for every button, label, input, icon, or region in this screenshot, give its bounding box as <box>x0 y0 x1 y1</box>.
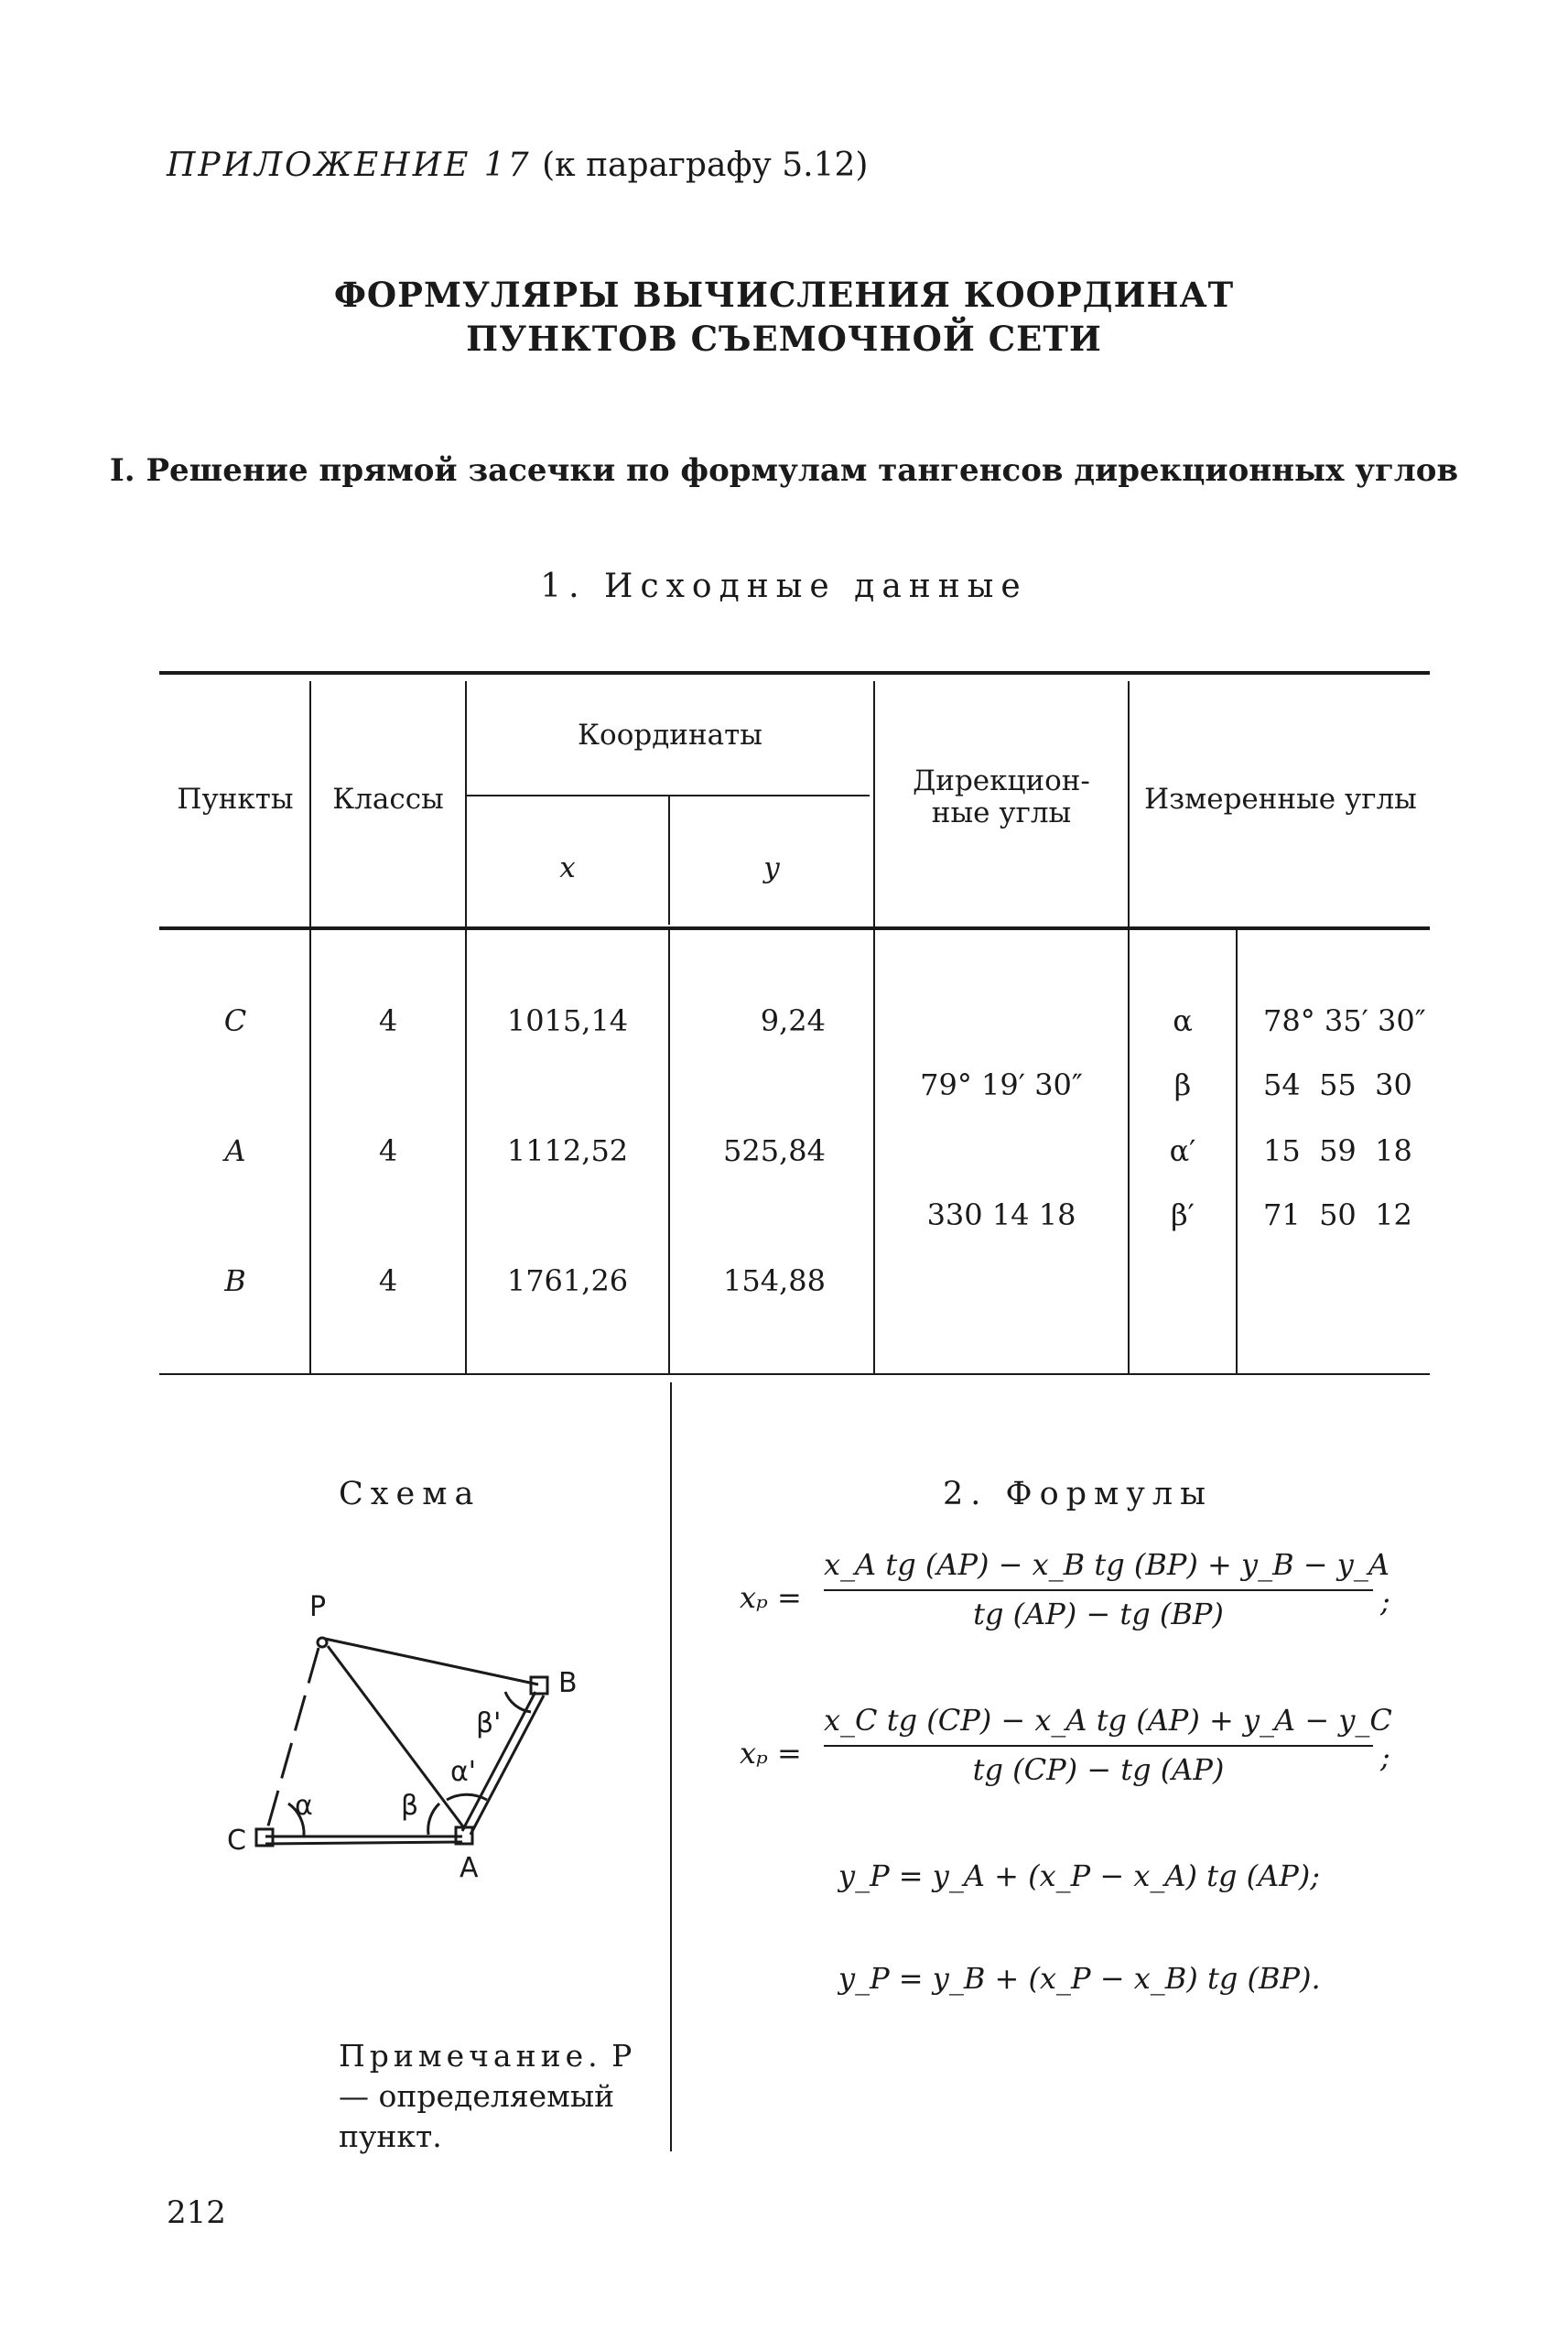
row-y: 525,84 <box>723 1133 826 1168</box>
scheme-title: Схема <box>339 1476 481 1512</box>
line-pa <box>328 1646 465 1829</box>
formula-4: y_P = y_B + (x_P − x_B) tg (BP). <box>838 1961 1321 1996</box>
label-c: C <box>227 1825 246 1857</box>
label-p: P <box>309 1591 327 1623</box>
formula-end: ; <box>1380 1584 1390 1619</box>
survey-scheme-diagram <box>220 1575 604 1904</box>
formulas-title: 2. Формулы <box>943 1476 1213 1512</box>
note-label: Примечание. <box>339 2038 602 2074</box>
row-class: 4 <box>378 1263 398 1298</box>
col-divider <box>1236 930 1238 1373</box>
row-point: B <box>224 1263 246 1298</box>
label-beta: β <box>401 1790 419 1822</box>
row-x: 1015,14 <box>506 1003 629 1038</box>
angle-name: α′ <box>1169 1133 1196 1168</box>
appendix-label: ПРИЛОЖЕНИЕ 17 <box>167 146 532 184</box>
header-measured: Измеренные углы <box>1144 783 1417 816</box>
label-alpha-prime: α' <box>450 1756 477 1788</box>
formula-denominator: tg (CP) − tg (AP) <box>972 1752 1225 1787</box>
formula-lhs: xₚ = <box>740 1736 802 1771</box>
station-marker-p <box>318 1638 327 1647</box>
formula-lhs: xₚ = <box>740 1580 802 1615</box>
appendix-ref: (к параграфу 5.12) <box>542 146 869 184</box>
header-directions-1: Дирекцион- <box>913 764 1090 797</box>
formula-numerator: x_C tg (CP) − x_A tg (AP) + y_A − y_C <box>824 1703 1392 1738</box>
page-number: 212 <box>167 2194 226 2231</box>
formula-3: y_P = y_A + (x_P − x_A) tg (AP); <box>838 1858 1321 1893</box>
formula-numerator: x_A tg (AP) − x_B tg (BP) + y_B − y_A <box>824 1547 1390 1582</box>
label-b: B <box>558 1667 578 1699</box>
row-point: A <box>224 1133 246 1168</box>
angle-name: α <box>1173 1003 1193 1038</box>
header-points: Пункты <box>177 783 294 816</box>
fraction-bar <box>824 1745 1373 1747</box>
header-classes: Классы <box>332 783 444 816</box>
row-y: 154,88 <box>723 1263 826 1298</box>
angle-arc <box>428 1804 439 1835</box>
angle-value: 15 59 18 <box>1263 1133 1412 1168</box>
row-y: 9,24 <box>760 1003 826 1038</box>
line-pb <box>325 1639 538 1684</box>
formula-end: ; <box>1380 1739 1390 1774</box>
angle-name: β <box>1173 1067 1192 1102</box>
header-directions-2: ные углы <box>931 796 1072 829</box>
section-heading: I. Решение прямой засечки по формулам тангенсов дирекционных углов <box>109 452 1459 489</box>
fraction-bar <box>824 1589 1373 1591</box>
title-line-2: ПУНКТОВ СЪЕМОЧНОЙ СЕТИ <box>466 319 1102 359</box>
appendix-heading <box>167 146 868 184</box>
table-top-rule <box>159 671 1430 675</box>
row-point: C <box>223 1003 247 1038</box>
header-coords: Координаты <box>578 719 762 752</box>
angle-name: β′ <box>1171 1197 1195 1232</box>
column-separator <box>670 1382 672 2151</box>
note-text: P — определяемый пункт. <box>339 2038 633 2154</box>
direction-angle: 330 14 18 <box>926 1197 1076 1232</box>
row-x: 1112,52 <box>506 1133 629 1168</box>
scheme-note <box>339 2036 668 2157</box>
header-x: x <box>559 851 576 884</box>
label-a: A <box>460 1852 479 1884</box>
angle-value: 71 50 12 <box>1263 1197 1412 1232</box>
table-bottom-rule <box>159 1373 1430 1375</box>
row-class: 4 <box>378 1003 398 1038</box>
subsection-heading: 1. Исходные данные <box>540 568 1028 605</box>
header-y: y <box>763 851 780 884</box>
label-alpha: α <box>295 1790 313 1822</box>
label-beta-prime: β' <box>476 1707 502 1739</box>
angle-value: 78° 35′ 30″ <box>1263 1003 1426 1038</box>
formula-denominator: tg (AP) − tg (BP) <box>973 1597 1224 1631</box>
station-marker-b <box>531 1677 547 1694</box>
direction-angle: 79° 19′ 30″ <box>920 1067 1083 1102</box>
table-header-rule <box>159 926 1430 930</box>
title-line-1: ФОРМУЛЯРЫ ВЫЧИСЛЕНИЯ КООРДИНАТ <box>333 275 1235 315</box>
row-class: 4 <box>378 1133 398 1168</box>
row-x: 1761,26 <box>506 1263 629 1298</box>
line-ca <box>265 1842 462 1844</box>
angle-value: 54 55 30 <box>1263 1067 1412 1102</box>
